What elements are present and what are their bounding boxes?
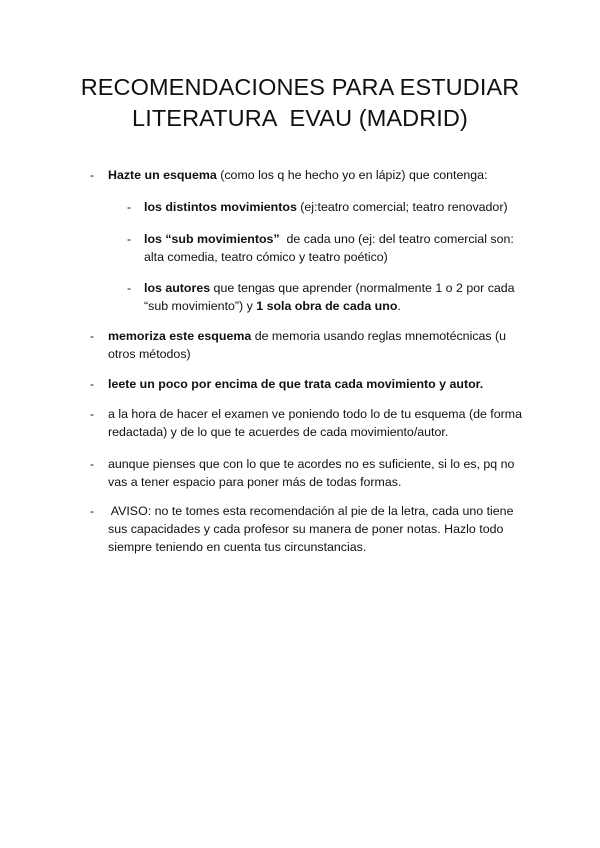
item-rest-text: que tengas que aprender (normalmente 1 o 2 por cada [210, 281, 515, 295]
bullet-dash: - [127, 232, 132, 246]
item-line-1: aunque pienses que con lo que te acordes no es suficiente, si lo es, pq no [108, 457, 515, 471]
bullet-dash: - [90, 168, 95, 182]
item-text [144, 279, 515, 315]
item-line-3: siempre teniendo en cuenta tus circunstancias. [108, 540, 367, 554]
item-text [108, 327, 506, 363]
item-text [108, 166, 488, 184]
bullet-dash: - [90, 329, 95, 343]
title-line-1: RECOMENDACIONES PARA ESTUDIAR [80, 74, 520, 100]
item-line-1: AVISO: no te tomes esta recomendación al pie de la letra, cada uno tiene [108, 504, 514, 518]
bullet-dash: - [127, 281, 132, 295]
item-text [144, 230, 514, 266]
item-text [108, 375, 483, 393]
item-bold-text: los distintos movimientos [144, 200, 297, 214]
bullet-dash: - [90, 457, 95, 471]
item-line-2c: . [397, 299, 401, 313]
page-title [0, 72, 600, 134]
item-text [108, 502, 513, 556]
item-bold-text: los autores [144, 281, 211, 295]
item-bold-text: los “sub movimientos” [144, 232, 280, 246]
item-rest-text: de cada uno (ej: del teatro comercial son: [279, 232, 514, 246]
bullet-dash: - [127, 200, 132, 214]
item-rest-text: (como los q he hecho yo en lápiz) que contenga: [216, 168, 488, 182]
item-line-2: alta comedia, teatro cómico y teatro poético) [144, 250, 388, 264]
item-bold-text: memoriza este esquema [108, 329, 252, 343]
item-rest-text: (ej:teatro comercial; teatro renovador) [296, 200, 508, 214]
item-line-2: redactada) y de lo que te acuerdes de cada movimiento/autor. [108, 425, 449, 439]
item-line-2: vas a tener espacio para poner más de todas formas. [108, 475, 402, 489]
item-line-1: a la hora de hacer el examen ve poniendo todo lo de tu esquema (de forma [108, 407, 522, 421]
item-line-2a: “sub movimiento”) y [144, 299, 257, 313]
bullet-dash: - [90, 407, 95, 421]
item-line-2: otros métodos) [108, 347, 191, 361]
item-bold-text: leete un poco por encima de que trata cada movimiento y autor. [108, 377, 484, 391]
item-text [144, 198, 508, 216]
bullet-dash: - [90, 504, 95, 518]
item-line-2-bold: 1 sola obra de cada uno [256, 299, 398, 313]
item-text [108, 455, 514, 491]
bullet-dash: - [90, 377, 95, 391]
item-rest-text: de memoria usando reglas mnemotécnicas (u [251, 329, 507, 343]
item-bold-text: Hazte un esquema [108, 168, 217, 182]
title-line-2: LITERATURA EVAU (MADRID) [132, 105, 468, 131]
item-line-2: sus capacidades y cada profesor su manera de poner notas. Hazlo todo [108, 522, 504, 536]
item-text [108, 405, 522, 441]
